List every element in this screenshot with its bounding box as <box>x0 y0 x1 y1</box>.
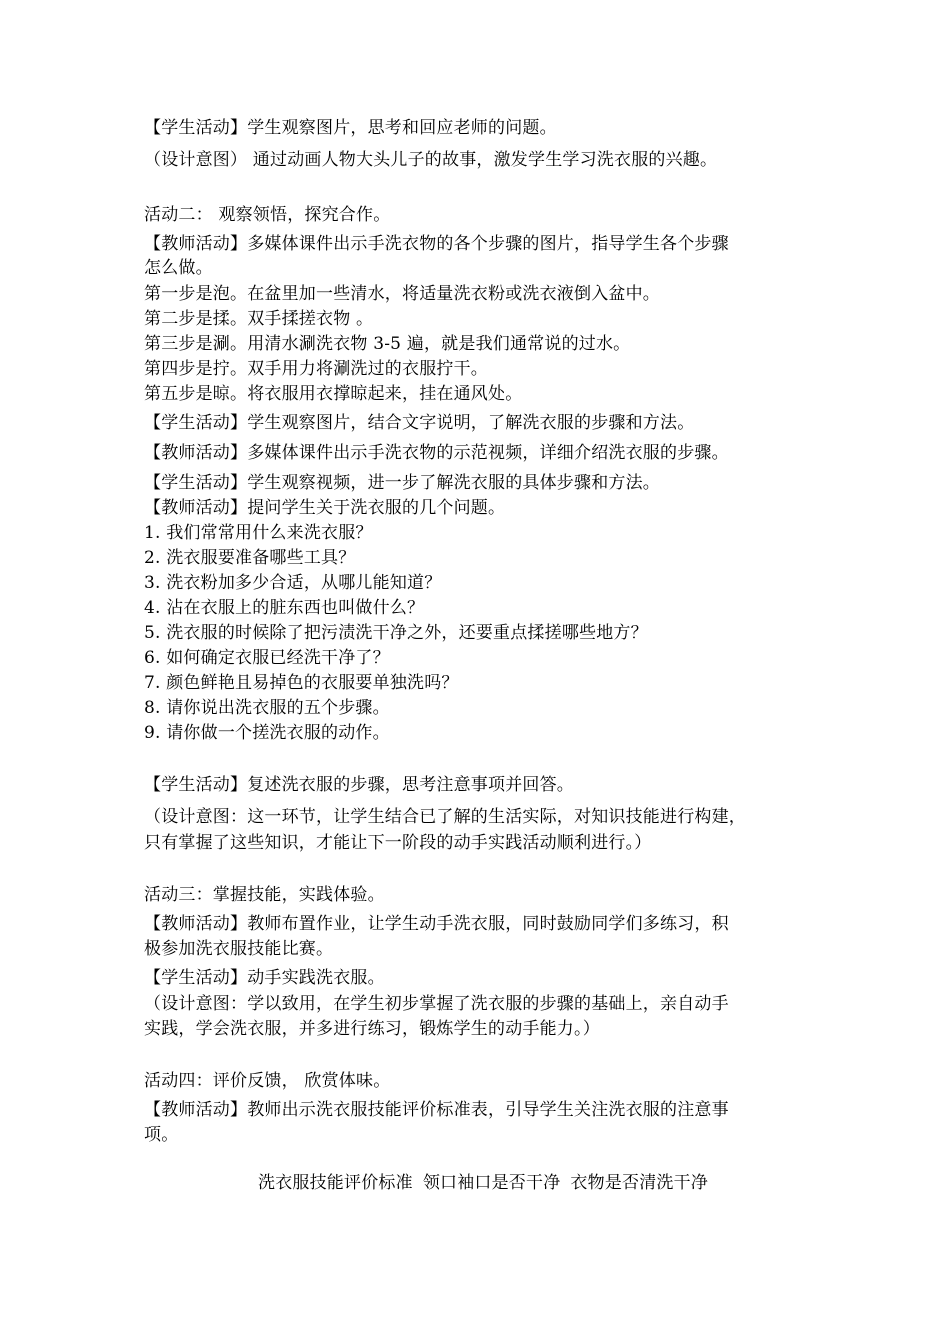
question-item: 2. 洗衣服要准备哪些工具？ <box>144 548 356 568</box>
step-four: 第四步是拧。双手用力将涮洗过的衣服拧干。 <box>144 359 488 379</box>
question-item: 6. 如何确定衣服已经洗干净了？ <box>144 648 390 668</box>
teacher-activity-line: 【教师活动】多媒体课件出示手洗衣物的示范视频，详细介绍洗衣服的步骤。 <box>144 443 729 463</box>
table-header-cell: 衣物是否清洗干净 <box>570 1173 709 1193</box>
question-item: 8. 请你说出洗衣服的五个步骤。 <box>144 698 390 718</box>
question-item: 4. 沾在衣服上的脏东西也叫做什么？ <box>144 598 425 618</box>
teacher-activity-line: 【教师活动】提问学生关于洗衣服的几个问题。 <box>144 498 506 518</box>
step-two: 第二步是揉。双手揉搓衣物 。 <box>144 309 374 329</box>
step-five: 第五步是晾。将衣服用衣撑晾起来，挂在通风处。 <box>144 384 523 404</box>
teacher-activity-line: 【教师活动】教师出示洗衣服技能评价标准表，引导学生关注洗衣服的注意事 <box>144 1100 729 1120</box>
table-header-cell: 领口袖口是否干净 <box>422 1173 561 1193</box>
design-intent-line: （设计意图：这一环节，让学生结合已了解的生活实际，对知识技能进行构建， <box>144 807 746 827</box>
teacher-activity-line-cont: 极参加洗衣服技能比赛。 <box>144 939 334 959</box>
teacher-activity-line: 【教师活动】多媒体课件出示手洗衣物的各个步骤的图片，指导学生各个步骤 <box>144 234 729 254</box>
activity-two-heading: 活动二： 观察领悟，探究合作。 <box>144 205 391 225</box>
question-item: 1. 我们常常用什么来洗衣服？ <box>144 523 373 543</box>
question-item: 3. 洗衣粉加多少合适，从哪儿能知道？ <box>144 573 442 593</box>
student-activity-line: 【学生活动】复述洗衣服的步骤，思考注意事项并回答。 <box>144 775 574 795</box>
activity-four-heading: 活动四：评价反馈， 欣赏体味。 <box>144 1071 391 1091</box>
student-activity-line: 【学生活动】学生观察视频，进一步了解洗衣服的具体步骤和方法。 <box>144 473 660 493</box>
teacher-activity-line-cont: 怎么做。 <box>144 258 213 278</box>
table-header-cell: 洗衣服技能评价标准 <box>258 1173 413 1193</box>
step-one: 第一步是泡。在盆里加一些清水，将适量洗衣粉或洗衣液倒入盆中。 <box>144 284 660 304</box>
design-intent-line: （设计意图：学以致用，在学生初步掌握了洗衣服的步骤的基础上，亲自动手 <box>144 994 729 1014</box>
design-intent-line: （设计意图） 通过动画人物大头儿子的故事，激发学生学习洗衣服的兴趣。 <box>144 150 718 170</box>
student-activity-line: 【学生活动】学生观察图片，思考和回应老师的问题。 <box>144 118 557 138</box>
teacher-activity-line: 【教师活动】教师布置作业，让学生动手洗衣服，同时鼓励同学们多练习，积 <box>144 914 729 934</box>
teacher-activity-line-cont: 项。 <box>144 1125 179 1145</box>
step-three: 第三步是涮。用清水涮洗衣物 3-5 遍，就是我们通常说的过水。 <box>144 334 631 354</box>
question-item: 5. 洗衣服的时候除了把污渍洗干净之外，还要重点揉搓哪些地方？ <box>144 623 648 643</box>
question-item: 7. 颜色鲜艳且易掉色的衣服要单独洗吗？ <box>144 673 459 693</box>
student-activity-line: 【学生活动】学生观察图片，结合文字说明，了解洗衣服的步骤和方法。 <box>144 413 695 433</box>
student-activity-line: 【学生活动】动手实践洗衣服。 <box>144 968 385 988</box>
evaluation-table-header <box>258 1172 718 1194</box>
design-intent-line-cont: 实践，学会洗衣服，并多进行练习，锻炼学生的动手能力。） <box>144 1019 600 1039</box>
design-intent-line-cont: 只有掌握了这些知识，才能让下一阶段的动手实践活动顺利进行。） <box>144 833 652 853</box>
activity-three-heading: 活动三：掌握技能，实践体验。 <box>144 885 385 905</box>
question-item: 9. 请你做一个搓洗衣服的动作。 <box>144 723 390 743</box>
